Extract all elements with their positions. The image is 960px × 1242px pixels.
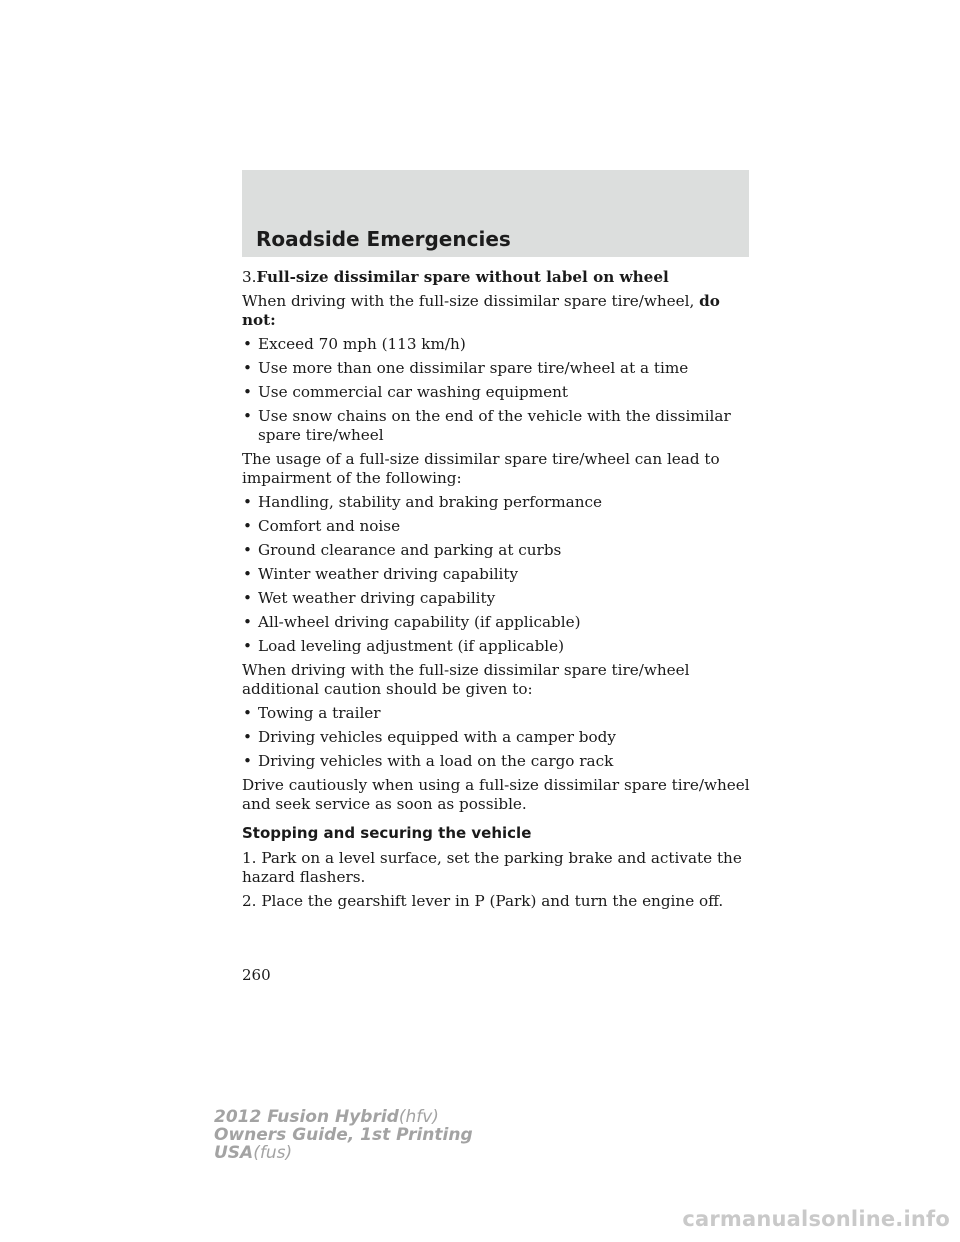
- list-item: • Comfort and noise: [243, 517, 401, 535]
- item-3-heading: Full-size dissimilar spare without label on wheel: [256, 268, 669, 286]
- do-not-label: do not:: [242, 292, 720, 329]
- list-item: • Ground clearance and parking at curbs: [243, 541, 562, 559]
- list-item: • Winter weather driving capability: [243, 565, 519, 583]
- list-item: • Towing a trailer: [243, 704, 381, 722]
- bullet-icon: •: [243, 728, 252, 746]
- list-item: • Wet weather driving capability: [243, 589, 496, 607]
- list-item: • Load leveling adjustment (if applicable): [243, 637, 565, 655]
- page-content: [242, 268, 752, 916]
- list-item: • Use snow chains on the end of the vehicle with the dissimilar spare tire/wheel: [243, 407, 731, 444]
- do-not-list: [242, 335, 752, 445]
- step-2: 2. Place the gearshift lever in P (Park) and turn the engine off.: [242, 892, 724, 910]
- list-item: • Driving vehicles equipped with a camper body: [243, 728, 616, 746]
- bullet-icon: •: [243, 359, 252, 377]
- bullet-icon: •: [243, 407, 252, 425]
- footer-line-1: 2012 Fusion Hybrid(hfv): [214, 1107, 439, 1127]
- bullet-icon: •: [243, 613, 252, 631]
- caution-list: [242, 704, 752, 771]
- section-title: Roadside Emergencies: [256, 227, 511, 251]
- bullet-icon: •: [243, 704, 252, 722]
- list-item: • Driving vehicles with a load on the cargo rack: [243, 752, 614, 770]
- footer-info: [214, 1108, 473, 1162]
- list-item: • Handling, stability and braking performance: [243, 493, 602, 511]
- list-item: • Exceed 70 mph (113 km/h): [243, 335, 466, 353]
- section-header-band: [242, 170, 749, 257]
- footer-line-3: USA(fus): [214, 1143, 293, 1163]
- subheading: Stopping and securing the vehicle: [242, 824, 532, 842]
- impairment-intro: The usage of a full-size dissimilar spare tire/wheel can lead to impairment of the following:: [242, 450, 720, 487]
- bullet-icon: •: [243, 335, 252, 353]
- drive-cautiously-paragraph: Drive cautiously when using a full-size dissimilar spare tire/wheel and seek service as soon as possible.: [242, 776, 750, 813]
- bullet-icon: •: [243, 752, 252, 770]
- watermark: carmanualsonline.info: [682, 1207, 950, 1231]
- bullet-icon: •: [243, 541, 252, 559]
- item-3-heading-line: [242, 268, 752, 287]
- item-3-number: 3.: [242, 268, 257, 286]
- bullet-icon: •: [243, 517, 252, 535]
- bullet-icon: •: [243, 589, 252, 607]
- bullet-icon: •: [243, 565, 252, 583]
- list-item: • Use commercial car washing equipment: [243, 383, 569, 401]
- bullet-icon: •: [243, 383, 252, 401]
- bullet-icon: •: [243, 493, 252, 511]
- impairment-list: [242, 493, 752, 656]
- page-number: 260: [242, 966, 271, 984]
- step-1: 1. Park on a level surface, set the parking brake and activate the hazard flashers.: [242, 849, 742, 886]
- footer-line-2: Owners Guide, 1st Printing: [214, 1125, 473, 1145]
- list-item: • All-wheel driving capability (if applicable): [243, 613, 581, 631]
- do-not-intro: [242, 292, 752, 330]
- do-not-intro-text: When driving with the full-size dissimilar spare tire/wheel,: [242, 292, 700, 310]
- bullet-icon: •: [243, 637, 252, 655]
- caution-intro: When driving with the full-size dissimilar spare tire/wheel additional caution should be given to:: [242, 661, 690, 698]
- list-item: • Use more than one dissimilar spare tire/wheel at a time: [243, 359, 689, 377]
